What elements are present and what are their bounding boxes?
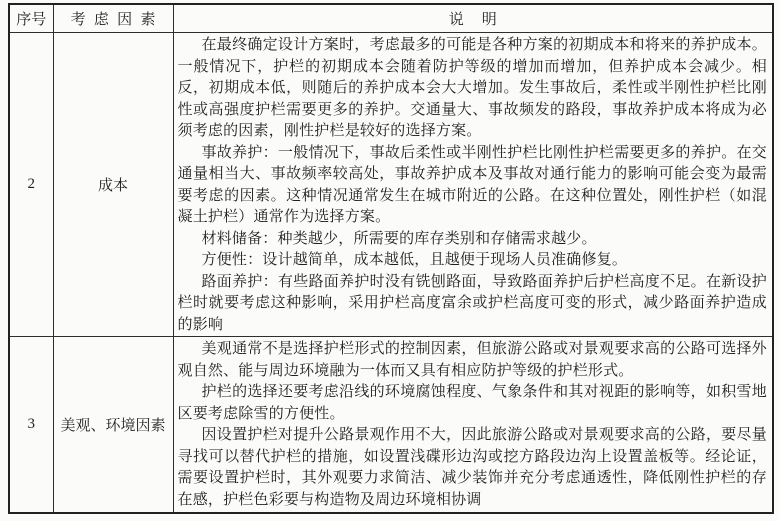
table-row-cost bbox=[9, 33, 773, 337]
description-cell bbox=[173, 337, 773, 513]
table-header-row bbox=[9, 4, 773, 33]
paragraph: 事故养护：一般情况下，事故后柔性或半刚性护栏比刚性护栏需要更多的养护。在交通量相当大、事故频率较高处，事故养护成本及事故对通行能力的影响可能会变为最需要考虑的因素。这种情况通常发生在城市附近的公路。在这种位置处，刚性护栏（如混凝土护栏）通常作为选择方案。 bbox=[177, 144, 767, 225]
paragraph: 方便性：设计越简单，成本越低，且越便于现场人员准确修复。 bbox=[201, 252, 628, 268]
factor-name-cell: 成本 bbox=[53, 33, 173, 337]
paragraph: 因设置护栏对提升公路景观作用不大，因此旅游公路或对景观要求高的公路，要尽量寻找可以替代护栏的措施，如设置浅碟形边沟或挖方路段边沟上设置盖板等。经论证，需要设置护栏时，其外观要力求简洁、减少装饰并充分考虑通透性，降低刚性护栏的存在感，护栏色彩要与构造物及周边环境相协调 bbox=[177, 427, 767, 508]
paragraph: 在最终确定设计方案时，考虑最多的可能是各种方案的初期成本和将来的养护成本。一般情况下，护栏的初期成本会随着防护等级的增加而增加，但养护成本会减少。相反，初期成本低，则随后的养护成本会大大增加。发生事故后，柔性或半刚性护栏比刚性或高强度护栏需要更多的养护。交通量大、事故频发的路段，事故养护成本将成为必须考虑的因素，刚性护栏是较好的选择方案。 bbox=[177, 37, 767, 139]
paragraph: 美观通常不是选择护栏形式的控制因素，但旅游公路或对景观要求高的公路可选择外观自然、能与周边环境融为一体而又具有相应防护等级的护栏形式。 bbox=[177, 341, 767, 379]
header-serial-number: 序号 bbox=[9, 4, 53, 33]
serial-number-cell: 3 bbox=[9, 337, 53, 513]
paragraph: 护栏的选择还要考虑沿线的环境腐蚀程度、气象条件和其对视距的影响等，如积雪地区要考虑除雪的方便性。 bbox=[177, 384, 767, 422]
table-row-aesthetics-environment bbox=[9, 337, 773, 513]
description-cell bbox=[173, 33, 773, 337]
header-description: 说明 bbox=[173, 4, 773, 33]
serial-number-cell: 2 bbox=[9, 33, 53, 337]
factor-name-cell: 美观、环境因素 bbox=[53, 337, 173, 513]
header-consideration-factor: 考虑因素 bbox=[53, 4, 173, 33]
guardrail-factors-table bbox=[8, 3, 774, 514]
paragraph: 路面养护：有些路面养护时没有铣刨路面，导致路面养护后护栏高度不足。在新设护栏时就要考虑这种影响，采用护栏高度富余或护栏高度可变的形式，减少路面养护造成的影响 bbox=[177, 273, 767, 333]
paragraph: 材料储备：种类越少，所需要的库存类别和存储需求越少。 bbox=[201, 230, 597, 247]
